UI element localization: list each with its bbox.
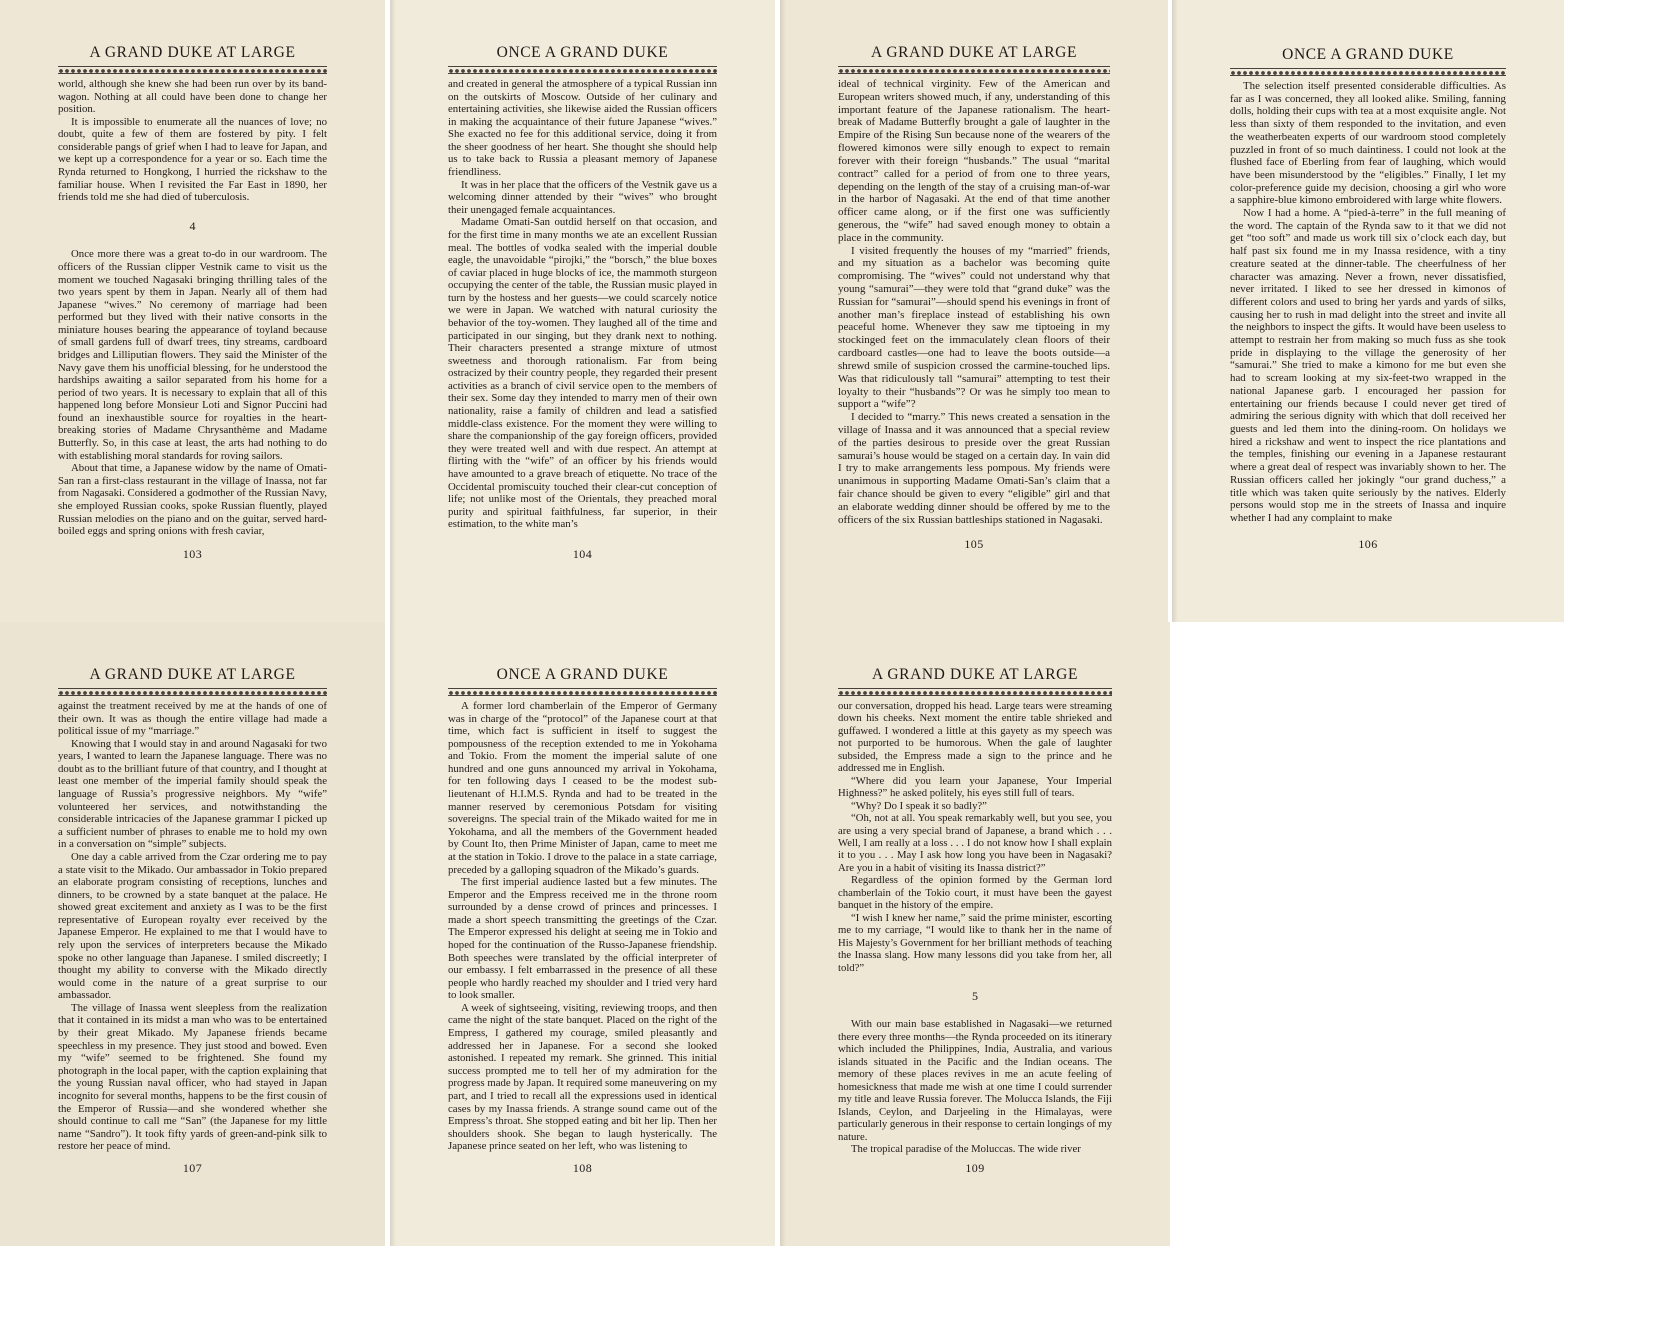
paragraph: and created in general the atmosphere of a typical Russian inn on the outskirts of Moscow. Outside of her culinary and entertaining activities, she likewise aided the Russian officers in making the acquaintance of their future Japanese “wives.” She exacted no fee for this additional service, doing it from the sheer goodness of her heart. She thought she should help us to take back to Russia a pleasant memory of Japanese friendliness. bbox=[448, 78, 717, 179]
paragraph: ideal of technical virginity. Few of the American and European writers showed much, if any, understanding of this important feature of the Japanese rationalism. The heart-break of Madame Butterfly brought a gale of laughter in the Empire of the Rising Sun because none of the wearers of the flowered kimonos were silly enough to expect to remain forever with their foreign “husbands.” The usual “marital contract” called for a period of from one to three years, depending on the length of the stay of a cruising man-of-war in the harbor of Nagasaki. At the end of that time another officer came along, or if the first one was sufficiently generous, the “wife” had saved enough money to obtain a place in the community. bbox=[838, 78, 1110, 244]
paragraph: against the treatment received by me at the hands of one of their own. It was as though the entire village had made a political issue of my “marriage.” bbox=[58, 700, 327, 738]
paragraph: our conversation, dropped his head. Large tears were streaming down his cheeks. Next moment the entire table shrieked and guffawed. I wondered a little at this gayety as my speech was not purported to be humorous. When the gale of laughter subsided, the Empress made a sign to the prince and he addressed me in English. bbox=[838, 700, 1112, 775]
page-number: 103 bbox=[182, 547, 203, 561]
paragraph: Now I had a home. A “pied-à-terre” in the full meaning of the word. The captain of the Rynda saw to it that we did not get “too soft” and made us work till six o’clock each day, but half past six found me in my Inassa residence, with a tiny creature seated at the dinner-table. The cheerfulness of her character was amazing. Never a frown, never dissatisfied, never irritated. I liked to see her dressed in kimonos of different colors and used to bring her yards and yards of silks, causing her to rush in mad delight into the street and invite all the neighbors to inspect the gifts. It would have been useless to attempt to restrain her from making so much fuss as she took pride in displaying to the village the generosity of her “samurai.” She tried to make a kimono for me but even she had to scream looking at my six-feet-two wrapped in the national Japanese garb. I encouraged her passion for entertaining our friends because I could never get tired of admiring the serious dignity with which that doll received her guests and led them into the dining-room. On holidays we hired a rickshaw and went to inspect the rice plantations and the temples, finishing our evening in a Japanese restaurant where a great deal of respect was invariably shown to her. The Russian officers called her jokingly “our grand duchess,” a title which was taken quite seriously by the natives. Elderly persons would stop me in the streets of Inassa and inquire whether I had any complaint to make bbox=[1230, 207, 1506, 524]
paragraph: “I wish I knew her name,” said the prime minister, escorting me to my carriage, “I would like to thank her in the name of His Majesty’s Government for her brilliant methods of teaching the Inassa slang. How many lessons did you take from her, all told?” bbox=[838, 911, 1112, 974]
paragraph: world, although she knew she had been run over by its band-wagon. Nothing at all could have been done to change her position. bbox=[58, 78, 327, 116]
page-105 bbox=[780, 0, 1168, 622]
paragraph: One day a cable arrived from the Czar ordering me to pay a state visit to the Mikado. Our ambassador in Tokio prepared an elaborate program consisting of receptions, lunches and dinners, to be crowned by a state banquet at the palace. He showed great excitement and anxiety as I was to be the first representative of European royalty ever received by the Japanese Emperor. He explained to me that I would have to rely upon the services of interpreters because the Mikado spoke no other language than Japanese. I smiled discreetly; I thought my ability to converse with the Mikado directly would come in the nature of a great surprise to our ambassador. bbox=[58, 850, 327, 1002]
section-number: 4 bbox=[189, 218, 196, 233]
paragraph: The village of Inassa went sleepless from the realization that it contained in its midst a man who was to be entertained by their great Mikado. My Japanese friends became speechless in my presence. They just stood and bowed. Even my “wife” seemed to be frightened. She found my photograph in the local paper, with the caption explaining that the young Russian naval officer, who had stayed in Japan incognito for several months, happens to be the first cousin of the Emperor of Russia—and she wondered whether she should continue to call me “San” (the Japanese for my little name “Sandro”). It took fifty yards of green-and-pink silk to restore her peace of mind. bbox=[58, 1001, 327, 1153]
paragraph: Once more there was a great to-do in our wardroom. The officers of the Russian clipper Vestnik came to visit us the moment we touched Nagasaki bringing thrilling tales of the two years spent by them in Japan. Nearly all of them had Japanese “wives.” No ceremony of marriage had been performed but they lived with their native consorts in the miniature houses bearing the appearance of toyland because of small gardens full of dwarf trees, tiny streams, cardboard bridges and Lilliputian flowers. They said the Minister of the Navy gave them his unofficial blessing, for he understood the hardships awaiting a sailor separated from his home for a period of two years. It is necessary to explain that all of this happened long before Monsieur Loti and Signor Puccini had found an inexhaustible source for royalties in the heart-breaking stories of Madame Chrysanthème and Madame Butterfly. So, in this case at least, the arts had nothing to do with establishing moral standards for roving sailors. bbox=[58, 248, 327, 462]
page-text bbox=[1230, 80, 1506, 525]
header-ornament-rule bbox=[448, 688, 717, 696]
page-108 bbox=[390, 622, 775, 1246]
header-ornament-rule bbox=[58, 66, 327, 74]
paragraph: It was in her place that the officers of the Vestnik gave us a welcoming dinner attended by their “wives” who brought their unengaged female acquaintances. bbox=[448, 178, 717, 216]
paragraph: Madame Omati-San outdid herself on that occasion, and for the first time in many months we ate an excellent Russian meal. The bottles of vodka sealed with the imperial double eagle, the unavoidable “pirojki,” the “borsch,” the blue boxes of caviar placed in huge blocks of ice, the mammoth sturgeon occupying the center of the table, the Russian music played in turn by the hostess and her guests—we could scarcely notice we were in Japan. We watched with natural curiosity the behavior of the toy-women. They laughed all of the time and participated in our singing, but they drank next to nothing. Their characters presented a strange mixture of utmost sweetness and thorough rationalism. Far from being ostracized by their country people, they regarded their present activities as a branch of civil service open to the members of their sex. Some day they intended to marry men of their own nationality, raise a family of children and lead a satisfied middle-class existence. For the moment they were willing to share the companionship of the gay foreign officers, provided they were treated well and with due respect. An attempt at flirting with the “wife” of an officer by his friends would have amounted to a grave breach of etiquette. No trace of the Occidental promiscuity touched their clear-cut conception of life; not unlike most of the Orientals, they preached moral purity and spiritual faithfulness, far superior, in their estimation, to the white man’s bbox=[448, 216, 717, 531]
gutter-shadow bbox=[1172, 0, 1178, 622]
page-number: 104 bbox=[572, 547, 593, 561]
paragraph: The tropical paradise of the Moluccas. The wide river bbox=[851, 1142, 1081, 1155]
paragraph: It is impossible to enumerate all the nuances of love; no doubt, quite a few of them are fostered by pity. I felt considerable pangs of grief when I had to leave for Japan, and we kept up a correspondence for a year or so. Each time the Rynda returned to Hongkong, I hurried the rickshaw to the familiar house. When I revisited the Far East in 1890, her friends told me she had died of tuberculosis. bbox=[58, 115, 327, 204]
page-text bbox=[448, 700, 717, 1153]
paragraph: A former lord chamberlain of the Emperor of Germany was in charge of the “protocol” of the Japanese court at that time, which fact is sufficient in itself to suggest the pompousness of the reception extended to me in Yokohama and Tokio. From the moment the imperial salute of one hundred and one guns announced my arrival in Yokohama, for ten following days I ceased to be the modest sub-lieutenant of H.I.M.S. Rynda and had to be treated in the manner reserved by ceremonious Potsdam for visiting sovereigns. The special train of the Mikado waited for me in Yokohama, and all the members of the Government headed by Count Ito, then Prime Minister of Japan, came to meet me at the station in Tokio. I drove to the palace in a state carriage, preceded by a galloping squadron of the Mikado’s guards. bbox=[448, 700, 717, 876]
page-text bbox=[838, 700, 1112, 1155]
running-header: A GRAND DUKE AT LARGE bbox=[870, 44, 1078, 61]
running-header: ONCE A GRAND DUKE bbox=[496, 666, 669, 683]
page-107 bbox=[0, 622, 385, 1246]
page-text bbox=[448, 78, 717, 531]
gutter-shadow bbox=[390, 0, 396, 622]
page-number: 106 bbox=[1358, 537, 1378, 551]
header-ornament-rule bbox=[838, 688, 1112, 696]
paragraph: “Why? Do I speak it so badly?” bbox=[851, 799, 987, 812]
header-ornament-rule bbox=[448, 66, 717, 74]
page-109 bbox=[780, 622, 1170, 1246]
running-header: ONCE A GRAND DUKE bbox=[1282, 46, 1454, 63]
header-ornament-rule bbox=[838, 66, 1110, 74]
gutter-shadow bbox=[390, 622, 396, 1246]
running-header: ONCE A GRAND DUKE bbox=[496, 44, 669, 61]
page-106 bbox=[1172, 0, 1564, 622]
page-number: 107 bbox=[182, 1161, 203, 1175]
running-header: A GRAND DUKE AT LARGE bbox=[89, 44, 296, 61]
running-header: A GRAND DUKE AT LARGE bbox=[871, 666, 1079, 683]
gutter-shadow bbox=[780, 622, 786, 1246]
page-text bbox=[58, 700, 327, 1153]
paragraph: The selection itself presented considerable difficulties. As far as I was concerned, they all looked alike. Smiling, fanning dolls, holding their cups with tea at a most exquisite angle. Not less than sixty of them responded to the invitation, and even the weatherbeaten experts of our wardroom stood completely puzzled in front of so much daintiness. I could not look at the flushed face of Eberling from fear of laughing, which would have been misunderstood by the “eligibles.” Finally, I let my color-preference guide my decision, choosing a girl who wore a sapphire-blue kimono embroidered with large white flowers. bbox=[1230, 80, 1506, 207]
paragraph: With our main base established in Nagasaki—we returned there every three months—the Rynda proceeded on its itinerary which included the Philippines, India, Australia, and various islands situated in the Pacific and the Indian oceans. The memory of these places revives in me an acute feeling of homesickness that made me wish at one time I could surrender my title and leave Russia forever. The Molucca Islands, the Fiji Islands, Ceylon, and Darjeeling in the Himalayas, were particularly generous in their response to certain longings of my nature. bbox=[838, 1018, 1112, 1143]
section-number: 5 bbox=[972, 988, 978, 1003]
paragraph: “Oh, not at all. You speak remarkably well, but you see, you are using a very special brand of Japanese, a brand which . . . Well, I am really at a loss . . . I do not know how I shall explain it to you . . . May I ask how long you have been in Nagasaki? Are you in a habit of visiting its Inassa district?” bbox=[838, 812, 1112, 874]
header-ornament-rule bbox=[1230, 68, 1506, 76]
page-text bbox=[838, 78, 1110, 526]
page-number: 108 bbox=[572, 1161, 593, 1175]
header-ornament-rule bbox=[58, 688, 327, 696]
page-number: 109 bbox=[965, 1161, 985, 1175]
paragraph: Knowing that I would stay in and around Nagasaki for two years, I wanted to learn the Japanese language. There was no doubt as to the brilliant future of that country, and I thought at least one member of the imperial family should speak the language of Russia’s progressive neighbors. My “wife” volunteered her services, and notwithstanding the considerable intricacies of the Japanese grammar I picked up a sufficient number of phrases to enable me to hold my own in a conversation on “simple” subjects. bbox=[58, 737, 327, 851]
paragraph: About that time, a Japanese widow by the name of Omati-San ran a first-class restaurant in the village of Inassa, not far from Nagasaki. Considered a godmother of the Russian Navy, she employed Russian cooks, spoke Russian fluently, played Russian melodies on the piano and on the guitar, served hard-boiled eggs and spring onions with fresh caviar, bbox=[58, 462, 327, 538]
page-number: 105 bbox=[964, 537, 984, 551]
paragraph: “Where did you learn your Japanese, Your Imperial Highness?” he asked politely, his eyes still full of tears. bbox=[838, 774, 1112, 800]
paragraph: The first imperial audience lasted but a few minutes. The Emperor and the Empress received me in the throne room surrounded by a dense crowd of princes and princesses. I made a short speech transmitting the greetings of the Czar. The Emperor expressed his delight at seeing me in Tokio and hoped for the continuation of the Russo-Japanese friendship. Both speeches were translated by the official interpreter of our embassy. I felt embarrassed in the presence of all these people who hardly reached my shoulder and I tried very hard to look smaller. bbox=[448, 876, 717, 1002]
page-103 bbox=[0, 0, 385, 622]
paragraph: Regardless of the opinion formed by the German lord chamberlain of the Tokio court, it must have been the gayest banquet in the history of the empire. bbox=[838, 874, 1112, 912]
paragraph: A week of sightseeing, visiting, reviewing troops, and then came the night of the state banquet. Placed on the right of the Empress, I gathered my courage, smiled pleasantly and addressed her in Japanese. For a second she looked astonished. I repeated my remark. She grinned. This initial success prompted me to tell her of my admiration for the progress made by Japan. It required some maneuvering on my part, and I tried to recall all the expressions used in identical cases by my Inassa friends. A strange sound came out of the Empress’s throat. She stopped eating and bit her lip. Then her shoulders shook. She began to laugh hysterically. The Japanese prince seated on her left, who was listening to bbox=[448, 1001, 717, 1153]
gutter-shadow bbox=[780, 0, 786, 622]
paragraph: I visited frequently the houses of my “married” friends, and my situation as a bachelor was becoming quite compromising. The “wives” could not understand why that young “samurai”—they were told that “grand duke” was the Russian for “samurai”—should spend his evenings in front of another man’s fireplace instead of establishing his own peaceful home. Whenever they saw me tiptoeing in my stockinged feet on the immaculately clean floors of their cardboard castles—one had to leave the boots outside—a shrewd smile of suspicion crossed the carmine-touched lips. Was that ridiculously tall “samurai” attempting to test their loyalty to their “husbands”? Or was he simply too mean to support a “wife”? bbox=[838, 244, 1110, 411]
running-header: A GRAND DUKE AT LARGE bbox=[89, 666, 296, 683]
paragraph: I decided to “marry.” This news created a sensation in the village of Inassa and it was announced that a special review of the parties desirous to preside over the great Russian samurai’s house would be staged on a certain day. In vain did I try to make arrangements less pompous. My friends were unanimous in supporting Madame Omati-San’s claim that a fair chance should be given to every “eligible” girl and that an elaborate wedding dinner should be offered by me to the officers of the six Russian battleships stationed in Nagasaki. bbox=[838, 411, 1110, 526]
page-text bbox=[58, 78, 327, 538]
page-104 bbox=[390, 0, 775, 622]
